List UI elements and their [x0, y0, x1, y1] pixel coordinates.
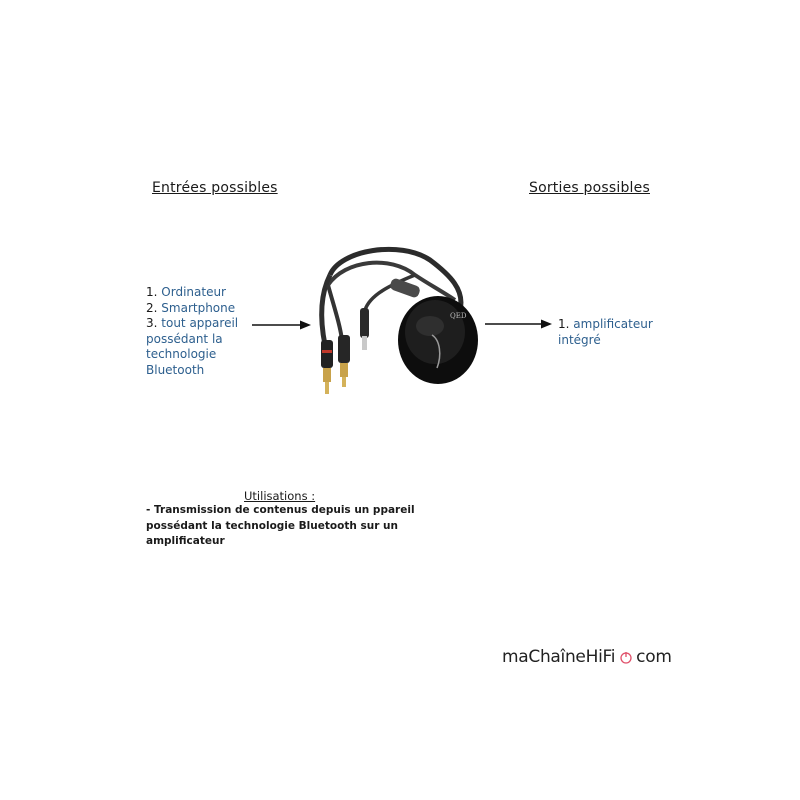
input-item-continuation: possédant la [146, 331, 223, 346]
input-item-continuation: technologie [146, 347, 217, 361]
brand-mark: QED [450, 312, 467, 320]
logo-text: maChaîneHiFi [502, 647, 616, 667]
inputs-heading: Entrées possibles [152, 180, 278, 196]
input-item: 1. Ordinateur [146, 285, 226, 299]
usage-title: Utilisations : [244, 489, 316, 503]
product-image [290, 240, 480, 410]
logo-suffix: com [636, 647, 672, 667]
site-logo [502, 647, 672, 667]
input-item-continuation: Bluetooth [146, 362, 205, 377]
outputs-list [558, 317, 653, 348]
outputs-heading: Sorties possibles [529, 180, 650, 196]
arrow-right-icon [485, 318, 555, 330]
input-item: 3. tout appareil [146, 316, 239, 330]
inputs-list [146, 285, 238, 378]
output-item-continuation: intégré [558, 332, 601, 347]
output-item: 1. amplificateur [558, 317, 653, 331]
power-icon [618, 649, 634, 665]
usage-body: - Transmission de contenus depuis un ppareil possédant la technologie Bluetooth sur un amplificateur [146, 504, 415, 547]
input-item: 2. Smartphone [146, 300, 236, 315]
